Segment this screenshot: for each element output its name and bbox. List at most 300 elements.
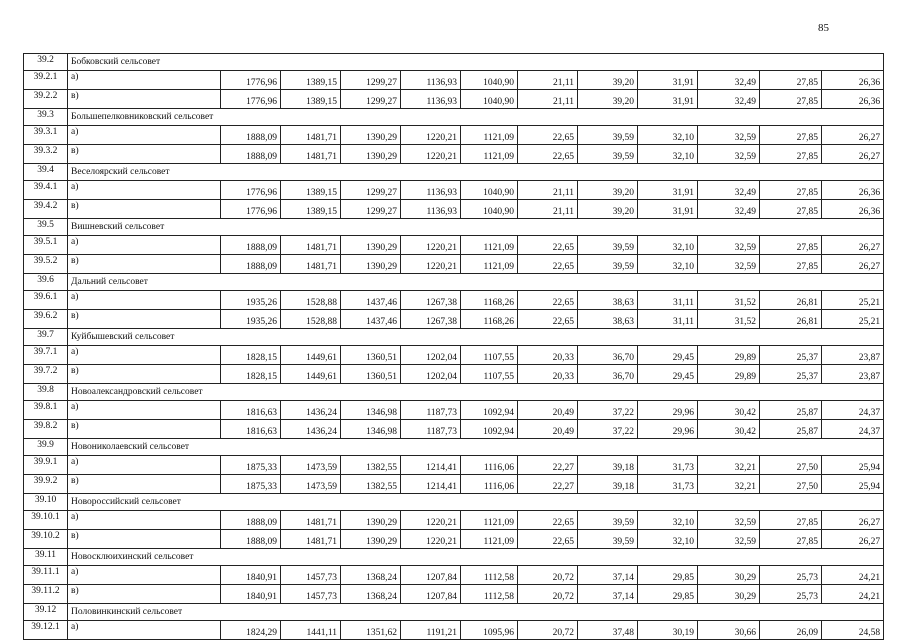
- value-cell: 1481,71: [281, 255, 341, 274]
- value-cell: 1267,38: [401, 310, 461, 329]
- value-cell: 1888,09: [221, 511, 281, 530]
- group-header-row: [24, 164, 884, 181]
- value-cell: 1040,90: [461, 90, 518, 109]
- value-cell: 25,21: [822, 291, 884, 310]
- group-name: Вишневский сельсовет: [68, 219, 884, 236]
- value-cell: 1436,24: [281, 401, 341, 420]
- value-cell: 1187,73: [401, 401, 461, 420]
- value-cell: 1528,88: [281, 310, 341, 329]
- row-variant: в): [68, 585, 221, 604]
- group-code: 39.10: [24, 494, 68, 511]
- group-code: 39.3: [24, 109, 68, 126]
- value-cell: 1390,29: [341, 255, 401, 274]
- tariff-table: [23, 53, 884, 640]
- value-cell: 22,65: [518, 236, 578, 255]
- value-cell: 25,37: [760, 365, 822, 384]
- group-header-row: [24, 604, 884, 621]
- row-variant: а): [68, 401, 221, 420]
- value-cell: 1116,06: [461, 475, 518, 494]
- value-cell: 1816,63: [221, 420, 281, 439]
- value-cell: 26,81: [760, 291, 822, 310]
- value-cell: 22,27: [518, 475, 578, 494]
- value-cell: 1220,21: [401, 145, 461, 164]
- value-cell: 25,73: [760, 585, 822, 604]
- value-cell: 1040,90: [461, 181, 518, 200]
- value-cell: 27,85: [760, 145, 822, 164]
- value-cell: 38,63: [578, 310, 638, 329]
- value-cell: 1168,26: [461, 291, 518, 310]
- row-code: 39.2.2: [24, 90, 68, 109]
- row-code: 39.4.2: [24, 200, 68, 219]
- value-cell: 26,36: [822, 90, 884, 109]
- value-cell: 30,42: [698, 401, 760, 420]
- value-cell: 1107,55: [461, 346, 518, 365]
- value-cell: 37,14: [578, 585, 638, 604]
- value-cell: 27,85: [760, 181, 822, 200]
- value-cell: 39,59: [578, 126, 638, 145]
- value-cell: 32,10: [638, 255, 698, 274]
- value-cell: 26,27: [822, 126, 884, 145]
- row-variant: в): [68, 475, 221, 494]
- value-cell: 22,65: [518, 126, 578, 145]
- value-cell: 1107,55: [461, 365, 518, 384]
- value-cell: 30,29: [698, 566, 760, 585]
- value-cell: 1187,73: [401, 420, 461, 439]
- value-cell: 1481,71: [281, 530, 341, 549]
- value-cell: 20,33: [518, 346, 578, 365]
- value-cell: 21,11: [518, 181, 578, 200]
- value-cell: 1299,27: [341, 90, 401, 109]
- row-code: 39.11.2: [24, 585, 68, 604]
- table-row: [24, 255, 884, 274]
- value-cell: 1136,93: [401, 181, 461, 200]
- value-cell: 1346,98: [341, 420, 401, 439]
- value-cell: 20,33: [518, 365, 578, 384]
- value-cell: 27,85: [760, 236, 822, 255]
- value-cell: 22,65: [518, 145, 578, 164]
- value-cell: 1481,71: [281, 511, 341, 530]
- value-cell: 32,59: [698, 255, 760, 274]
- row-variant: в): [68, 310, 221, 329]
- value-cell: 32,59: [698, 236, 760, 255]
- group-header-row: [24, 549, 884, 566]
- value-cell: 1168,26: [461, 310, 518, 329]
- value-cell: 36,70: [578, 346, 638, 365]
- value-cell: 32,49: [698, 200, 760, 219]
- table-row: [24, 310, 884, 329]
- value-cell: 1040,90: [461, 71, 518, 90]
- value-cell: 25,21: [822, 310, 884, 329]
- value-cell: 1121,09: [461, 511, 518, 530]
- value-cell: 1202,04: [401, 346, 461, 365]
- value-cell: 1888,09: [221, 530, 281, 549]
- table-row: [24, 475, 884, 494]
- group-code: 39.7: [24, 329, 68, 346]
- value-cell: 21,11: [518, 200, 578, 219]
- group-name: Большепелковниковский сельсовет: [68, 109, 884, 126]
- value-cell: 27,85: [760, 255, 822, 274]
- value-cell: 1095,96: [461, 621, 518, 640]
- value-cell: 29,45: [638, 346, 698, 365]
- value-cell: 32,59: [698, 511, 760, 530]
- value-cell: 30,29: [698, 585, 760, 604]
- value-cell: 39,20: [578, 200, 638, 219]
- value-cell: 1457,73: [281, 585, 341, 604]
- value-cell: 27,50: [760, 475, 822, 494]
- group-name: Веселоярский сельсовет: [68, 164, 884, 181]
- value-cell: 24,21: [822, 585, 884, 604]
- value-cell: 25,94: [822, 456, 884, 475]
- value-cell: 27,85: [760, 126, 822, 145]
- value-cell: 26,27: [822, 530, 884, 549]
- value-cell: 1382,55: [341, 456, 401, 475]
- value-cell: 20,49: [518, 401, 578, 420]
- value-cell: 1390,29: [341, 530, 401, 549]
- value-cell: 32,49: [698, 90, 760, 109]
- table-row: [24, 401, 884, 420]
- value-cell: 31,91: [638, 181, 698, 200]
- value-cell: 1121,09: [461, 126, 518, 145]
- table-row: [24, 566, 884, 585]
- value-cell: 27,85: [760, 200, 822, 219]
- row-variant: в): [68, 365, 221, 384]
- value-cell: 31,11: [638, 291, 698, 310]
- value-cell: 22,65: [518, 530, 578, 549]
- value-cell: 25,37: [760, 346, 822, 365]
- value-cell: 1346,98: [341, 401, 401, 420]
- row-variant: в): [68, 90, 221, 109]
- row-code: 39.10.1: [24, 511, 68, 530]
- value-cell: 30,19: [638, 621, 698, 640]
- group-name: Половинкинский сельсовет: [68, 604, 884, 621]
- value-cell: 32,10: [638, 530, 698, 549]
- group-header-row: [24, 54, 884, 71]
- value-cell: 29,89: [698, 346, 760, 365]
- value-cell: 1436,24: [281, 420, 341, 439]
- row-code: 39.6.2: [24, 310, 68, 329]
- value-cell: 23,87: [822, 346, 884, 365]
- value-cell: 1116,06: [461, 456, 518, 475]
- value-cell: 1207,84: [401, 566, 461, 585]
- value-cell: 32,59: [698, 530, 760, 549]
- value-cell: 29,89: [698, 365, 760, 384]
- value-cell: 39,59: [578, 145, 638, 164]
- value-cell: 32,59: [698, 145, 760, 164]
- group-code: 39.5: [24, 219, 68, 236]
- value-cell: 1389,15: [281, 181, 341, 200]
- row-variant: а): [68, 291, 221, 310]
- row-code: 39.7.2: [24, 365, 68, 384]
- value-cell: 26,36: [822, 200, 884, 219]
- value-cell: 27,85: [760, 511, 822, 530]
- value-cell: 1816,63: [221, 401, 281, 420]
- value-cell: 31,91: [638, 71, 698, 90]
- table-row: [24, 621, 884, 640]
- value-cell: 1214,41: [401, 456, 461, 475]
- value-cell: 1389,15: [281, 90, 341, 109]
- value-cell: 1121,09: [461, 145, 518, 164]
- row-code: 39.4.1: [24, 181, 68, 200]
- value-cell: 1776,96: [221, 90, 281, 109]
- row-variant: а): [68, 511, 221, 530]
- value-cell: 1528,88: [281, 291, 341, 310]
- table-row: [24, 181, 884, 200]
- value-cell: 1299,27: [341, 71, 401, 90]
- value-cell: 22,65: [518, 255, 578, 274]
- value-cell: 1888,09: [221, 236, 281, 255]
- row-variant: в): [68, 200, 221, 219]
- value-cell: 39,59: [578, 255, 638, 274]
- value-cell: 1220,21: [401, 236, 461, 255]
- value-cell: 27,85: [760, 71, 822, 90]
- value-cell: 1935,26: [221, 291, 281, 310]
- value-cell: 39,20: [578, 71, 638, 90]
- value-cell: 1840,91: [221, 585, 281, 604]
- row-variant: в): [68, 255, 221, 274]
- table-row: [24, 200, 884, 219]
- group-header-row: [24, 219, 884, 236]
- value-cell: 1389,15: [281, 71, 341, 90]
- value-cell: 1441,11: [281, 621, 341, 640]
- value-cell: 1935,26: [221, 310, 281, 329]
- group-name: Новоалександровский сельсовет: [68, 384, 884, 401]
- group-code: 39.8: [24, 384, 68, 401]
- row-code: 39.11.1: [24, 566, 68, 585]
- value-cell: 32,10: [638, 511, 698, 530]
- value-cell: 1481,71: [281, 236, 341, 255]
- value-cell: 29,85: [638, 585, 698, 604]
- value-cell: 1888,09: [221, 126, 281, 145]
- row-code: 39.3.1: [24, 126, 68, 145]
- value-cell: 25,73: [760, 566, 822, 585]
- value-cell: 29,96: [638, 420, 698, 439]
- value-cell: 21,11: [518, 71, 578, 90]
- value-cell: 26,09: [760, 621, 822, 640]
- value-cell: 24,21: [822, 566, 884, 585]
- value-cell: 27,85: [760, 90, 822, 109]
- value-cell: 31,91: [638, 200, 698, 219]
- value-cell: 32,21: [698, 456, 760, 475]
- group-name: Дальний сельсовет: [68, 274, 884, 291]
- value-cell: 20,72: [518, 585, 578, 604]
- value-cell: 1368,24: [341, 566, 401, 585]
- group-code: 39.11: [24, 549, 68, 566]
- value-cell: 29,85: [638, 566, 698, 585]
- value-cell: 27,85: [760, 530, 822, 549]
- group-code: 39.12: [24, 604, 68, 621]
- row-code: 39.5.2: [24, 255, 68, 274]
- table-row: [24, 511, 884, 530]
- value-cell: 1220,21: [401, 255, 461, 274]
- row-code: 39.8.1: [24, 401, 68, 420]
- value-cell: 39,59: [578, 511, 638, 530]
- value-cell: 1776,96: [221, 200, 281, 219]
- page-number: 85: [818, 22, 829, 34]
- value-cell: 1351,62: [341, 621, 401, 640]
- group-header-row: [24, 274, 884, 291]
- value-cell: 26,36: [822, 181, 884, 200]
- value-cell: 1121,09: [461, 236, 518, 255]
- value-cell: 1136,93: [401, 200, 461, 219]
- value-cell: 1875,33: [221, 456, 281, 475]
- value-cell: 1449,61: [281, 365, 341, 384]
- value-cell: 1112,58: [461, 585, 518, 604]
- value-cell: 1207,84: [401, 585, 461, 604]
- value-cell: 37,22: [578, 401, 638, 420]
- value-cell: 32,49: [698, 71, 760, 90]
- value-cell: 37,22: [578, 420, 638, 439]
- group-name: Бобковский сельсовет: [68, 54, 884, 71]
- value-cell: 1457,73: [281, 566, 341, 585]
- value-cell: 1040,90: [461, 200, 518, 219]
- value-cell: 32,10: [638, 236, 698, 255]
- value-cell: 29,96: [638, 401, 698, 420]
- value-cell: 25,87: [760, 420, 822, 439]
- value-cell: 1382,55: [341, 475, 401, 494]
- value-cell: 1481,71: [281, 126, 341, 145]
- value-cell: 1473,59: [281, 456, 341, 475]
- table-row: [24, 420, 884, 439]
- row-code: 39.7.1: [24, 346, 68, 365]
- value-cell: 1828,15: [221, 346, 281, 365]
- row-variant: в): [68, 530, 221, 549]
- row-code: 39.12.1: [24, 621, 68, 640]
- value-cell: 1220,21: [401, 530, 461, 549]
- value-cell: 1390,29: [341, 126, 401, 145]
- group-name: Новороссийский сельсовет: [68, 494, 884, 511]
- value-cell: 1776,96: [221, 71, 281, 90]
- value-cell: 29,45: [638, 365, 698, 384]
- row-variant: в): [68, 420, 221, 439]
- row-variant: а): [68, 346, 221, 365]
- table-row: [24, 585, 884, 604]
- row-variant: а): [68, 71, 221, 90]
- value-cell: 1202,04: [401, 365, 461, 384]
- row-code: 39.3.2: [24, 145, 68, 164]
- value-cell: 32,21: [698, 475, 760, 494]
- value-cell: 31,52: [698, 310, 760, 329]
- value-cell: 1136,93: [401, 71, 461, 90]
- group-code: 39.6: [24, 274, 68, 291]
- value-cell: 20,49: [518, 420, 578, 439]
- value-cell: 32,59: [698, 126, 760, 145]
- value-cell: 26,27: [822, 236, 884, 255]
- table-row: [24, 346, 884, 365]
- value-cell: 23,87: [822, 365, 884, 384]
- value-cell: 1449,61: [281, 346, 341, 365]
- value-cell: 22,65: [518, 291, 578, 310]
- value-cell: 1776,96: [221, 181, 281, 200]
- value-cell: 1121,09: [461, 530, 518, 549]
- value-cell: 39,18: [578, 456, 638, 475]
- row-code: 39.9.2: [24, 475, 68, 494]
- row-code: 39.6.1: [24, 291, 68, 310]
- value-cell: 1220,21: [401, 126, 461, 145]
- value-cell: 1840,91: [221, 566, 281, 585]
- value-cell: 1136,93: [401, 90, 461, 109]
- group-code: 39.9: [24, 439, 68, 456]
- value-cell: 31,52: [698, 291, 760, 310]
- row-code: 39.10.2: [24, 530, 68, 549]
- value-cell: 1389,15: [281, 200, 341, 219]
- value-cell: 24,37: [822, 401, 884, 420]
- row-variant: а): [68, 181, 221, 200]
- value-cell: 31,91: [638, 90, 698, 109]
- table-row: [24, 456, 884, 475]
- value-cell: 39,20: [578, 181, 638, 200]
- value-cell: 1092,94: [461, 401, 518, 420]
- value-cell: 26,36: [822, 71, 884, 90]
- group-code: 39.2: [24, 54, 68, 71]
- value-cell: 26,27: [822, 145, 884, 164]
- value-cell: 1191,21: [401, 621, 461, 640]
- value-cell: 25,87: [760, 401, 822, 420]
- value-cell: 21,11: [518, 90, 578, 109]
- value-cell: 30,42: [698, 420, 760, 439]
- value-cell: 1360,51: [341, 346, 401, 365]
- value-cell: 22,65: [518, 310, 578, 329]
- group-name: Новониколаевский сельсовет: [68, 439, 884, 456]
- value-cell: 1092,94: [461, 420, 518, 439]
- group-header-row: [24, 494, 884, 511]
- value-cell: 32,10: [638, 126, 698, 145]
- value-cell: 38,63: [578, 291, 638, 310]
- value-cell: 1824,29: [221, 621, 281, 640]
- table-body: [24, 54, 884, 640]
- value-cell: 1390,29: [341, 236, 401, 255]
- value-cell: 1368,24: [341, 585, 401, 604]
- row-variant: а): [68, 126, 221, 145]
- group-header-row: [24, 329, 884, 346]
- value-cell: 1121,09: [461, 255, 518, 274]
- value-cell: 37,48: [578, 621, 638, 640]
- value-cell: 1828,15: [221, 365, 281, 384]
- value-cell: 37,14: [578, 566, 638, 585]
- value-cell: 27,50: [760, 456, 822, 475]
- group-name: Новосклюихинский сельсовет: [68, 549, 884, 566]
- value-cell: 22,27: [518, 456, 578, 475]
- value-cell: 1390,29: [341, 511, 401, 530]
- group-code: 39.4: [24, 164, 68, 181]
- value-cell: 1299,27: [341, 200, 401, 219]
- value-cell: 26,27: [822, 511, 884, 530]
- value-cell: 1299,27: [341, 181, 401, 200]
- group-name: Куйбышевский сельсовет: [68, 329, 884, 346]
- value-cell: 1481,71: [281, 145, 341, 164]
- group-header-row: [24, 109, 884, 126]
- value-cell: 39,59: [578, 236, 638, 255]
- table-row: [24, 145, 884, 164]
- value-cell: 31,73: [638, 456, 698, 475]
- value-cell: 24,58: [822, 621, 884, 640]
- value-cell: 22,65: [518, 511, 578, 530]
- value-cell: 36,70: [578, 365, 638, 384]
- row-code: 39.9.1: [24, 456, 68, 475]
- table-row: [24, 291, 884, 310]
- table-row: [24, 365, 884, 384]
- row-variant: а): [68, 236, 221, 255]
- value-cell: 1360,51: [341, 365, 401, 384]
- table-row: [24, 71, 884, 90]
- value-cell: 1875,33: [221, 475, 281, 494]
- value-cell: 1390,29: [341, 145, 401, 164]
- table-row: [24, 530, 884, 549]
- value-cell: 1437,46: [341, 310, 401, 329]
- value-cell: 1888,09: [221, 255, 281, 274]
- row-variant: а): [68, 621, 221, 640]
- value-cell: 1220,21: [401, 511, 461, 530]
- value-cell: 32,49: [698, 181, 760, 200]
